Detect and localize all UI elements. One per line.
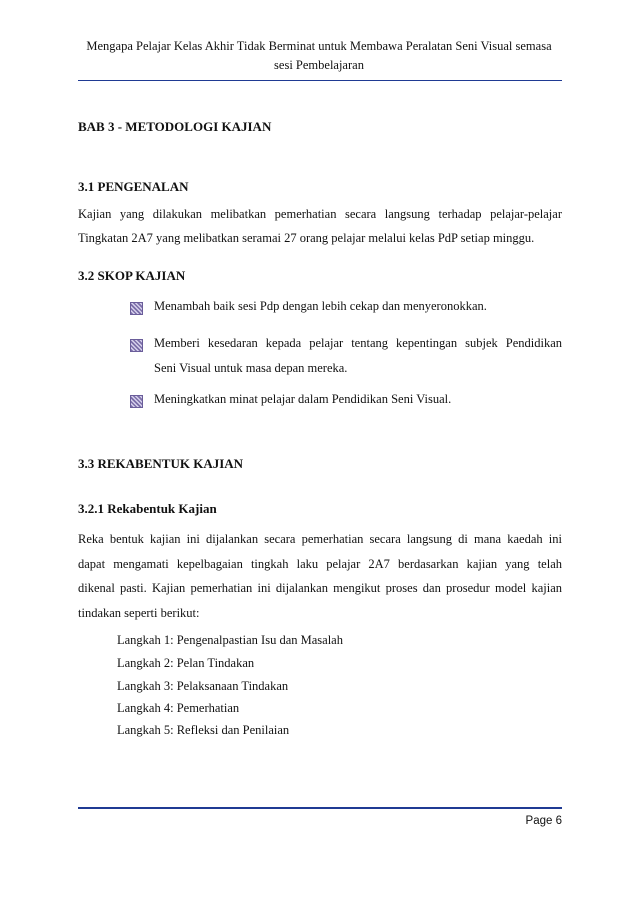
hatched-square-bullet-icon [130,395,143,408]
design-line-2: dapat mengamati kepelbagaian tingkah laku pelajar 2A7 berdasarkan kajian yang telah [78,556,562,571]
step-4: Langkah 4: Pemerhatian [117,701,240,715]
step-3: Langkah 3: Pelaksanaan Tindakan [117,679,289,693]
intro-line-2: Tingkatan 2A7 yang melibatkan seramai 27 orang pelajar melalui kelas PdP setiap minggu. [78,231,535,245]
intro-line-1: Kajian yang dilakukan melibatkan pemerhatian secara langsung terhadap pelajar-pelajar [78,207,562,221]
scope-bullet-2-line-1: Memberi kesedaran kepada pelajar tentang kepentingan subjek Pendidikan [154,336,562,350]
scope-bullet-3-text: Meningkatkan minat pelajar dalam Pendidikan Seni Visual. [154,392,452,406]
page-number: Page 6 [525,815,562,827]
design-line-1: Reka bentuk kajian ini dijalankan secara pemerhatian secara langsung di mana kaedah ini [78,532,562,546]
scope-bullet-1-text: Menambah baik sesi Pdp dengan lebih cekap dan menyeronokkan. [154,299,487,313]
header-line-1: Mengapa Pelajar Kelas Akhir Tidak Berminat untuk Membawa Peralatan Seni Visual semasa [86,39,552,53]
intro-paragraph [78,202,562,250]
design-line-4: tindakan seperti berikut: [78,605,200,620]
header-rule [78,80,562,81]
header-line-2: sesi Pembelajaran [274,58,364,72]
step-1: Langkah 1: Pengenalpastian Isu dan Masalah [117,633,343,647]
hatched-square-bullet-icon [130,339,143,352]
chapter-title: BAB 3 - METODOLOGI KAJIAN [78,119,272,134]
hatched-square-bullet-icon [130,302,143,315]
design-paragraph [78,527,562,625]
footer-rule [78,807,562,809]
section-heading-intro: 3.1 PENGENALAN [78,179,189,194]
section-heading-design: 3.3 REKABENTUK KAJIAN [78,456,244,471]
subsection-heading-design: 3.2.1 Rekabentuk Kajian [78,501,217,516]
running-header [60,37,578,75]
step-5: Langkah 5: Refleksi dan Penilaian [117,723,290,737]
design-line-3: dikenal pasti. Kajian pemerhatian ini dijalankan mengikut proses dan prosedur model kajian [78,581,562,595]
scope-bullet-2-line-2: Seni Visual untuk masa depan mereka. [154,361,348,375]
section-heading-scope: 3.2 SKOP KAJIAN [78,268,186,283]
step-2: Langkah 2: Pelan Tindakan [117,656,255,670]
